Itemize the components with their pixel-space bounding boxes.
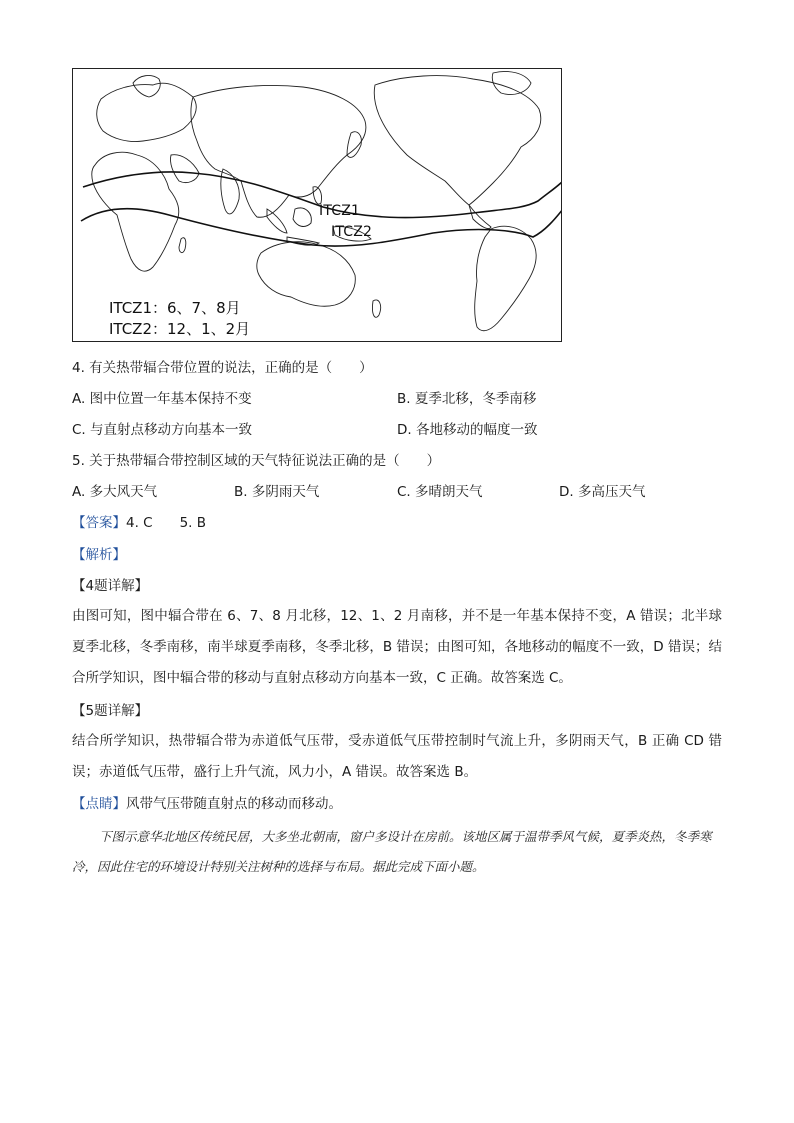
scandinavia-outline: [133, 76, 160, 97]
answer-line: [72, 513, 206, 533]
asia-outline: [191, 85, 366, 217]
question-5-option-c: C. 多晴朗天气: [397, 484, 483, 500]
question-4-option-d: D. 各地移动的幅度一致: [397, 422, 538, 438]
central-america-outline: [469, 205, 491, 229]
world-map-figure: [72, 68, 562, 342]
tip-tag: 【点睛】: [72, 796, 126, 812]
question-5-option-d: D. 多高压天气: [559, 484, 646, 500]
south-america-outline: [475, 226, 536, 330]
detail-4-tag: 【4题详解】: [72, 578, 149, 594]
question-4-option-b: B. 夏季北移，冬季南移: [397, 391, 537, 407]
next-question-intro: 下图示意华北地区传统民居，大多坐北朝南，窗户多设计在房前。该地区属于温带季风气候，夏季炎热，冬季寒冷，因此住宅的环境设计特别关注树种的选择与布局。据此完成下面小题。: [72, 829, 712, 874]
australia-outline: [257, 242, 355, 307]
analysis-tag: 【解析】: [72, 547, 126, 563]
madagascar-outline: [179, 238, 186, 253]
question-5-stem: 5. 关于热带辐合带控制区域的天气特征说法正确的是（ ）: [72, 453, 441, 469]
itcz1-label: ITCZ1: [319, 203, 361, 219]
europe-outline: [97, 83, 197, 141]
legend-itcz2: ITCZ2：12、1、2月: [109, 320, 251, 338]
detail-5-tag: 【5题详解】: [72, 703, 149, 719]
greenland-outline: [492, 71, 531, 94]
borneo-outline: [293, 208, 311, 227]
question-4-option-a: A. 图中位置一年基本保持不变: [72, 391, 252, 407]
north-america-outline: [374, 76, 541, 205]
detail-5-text: 结合所学知识，热带辐合带为赤道低气压带，受赤道低气压带控制时气流上升，多阴雨天气，B 正确 CD 错误；赤道低气压带，盛行上升气流，风力小，A 错误。故答案选 B。: [72, 733, 722, 780]
arabia-outline: [170, 155, 199, 183]
tip-text: 风带气压带随直射点的移动而移动。: [126, 796, 342, 812]
question-5-option-b: B. 多阴雨天气: [234, 484, 320, 500]
question-5-option-a: A. 多大风天气: [72, 484, 158, 500]
sumatra-outline: [267, 209, 287, 233]
tip-line: [72, 794, 342, 814]
answer-tag: 【答案】: [72, 515, 126, 531]
question-4-stem: 4. 有关热带辐合带位置的说法，正确的是（ ）: [72, 360, 373, 376]
detail-4-text: 由图可知，图中辐合带在 6、7、8 月北移，12、1、2 月南移，并不是一年基本保持不变，A 错误；北半球夏季北移，冬季南移，南半球夏季南移，冬季北移，B 错误；由图可知，各地移动的幅度不一致，D 错误；结合所学知识，图中辐合带的移动与直射点移动方向基本一致，C 正确。故答案选 C。: [72, 608, 722, 686]
india-outline: [221, 169, 239, 214]
legend-itcz1: ITCZ1：6、7、8月: [109, 299, 241, 317]
newzealand-outline: [372, 300, 380, 317]
answer-text: 4. C 5. B: [126, 515, 207, 531]
question-4-option-c: C. 与直射点移动方向基本一致: [72, 422, 253, 438]
itcz2-label: ITCZ2: [331, 224, 373, 240]
